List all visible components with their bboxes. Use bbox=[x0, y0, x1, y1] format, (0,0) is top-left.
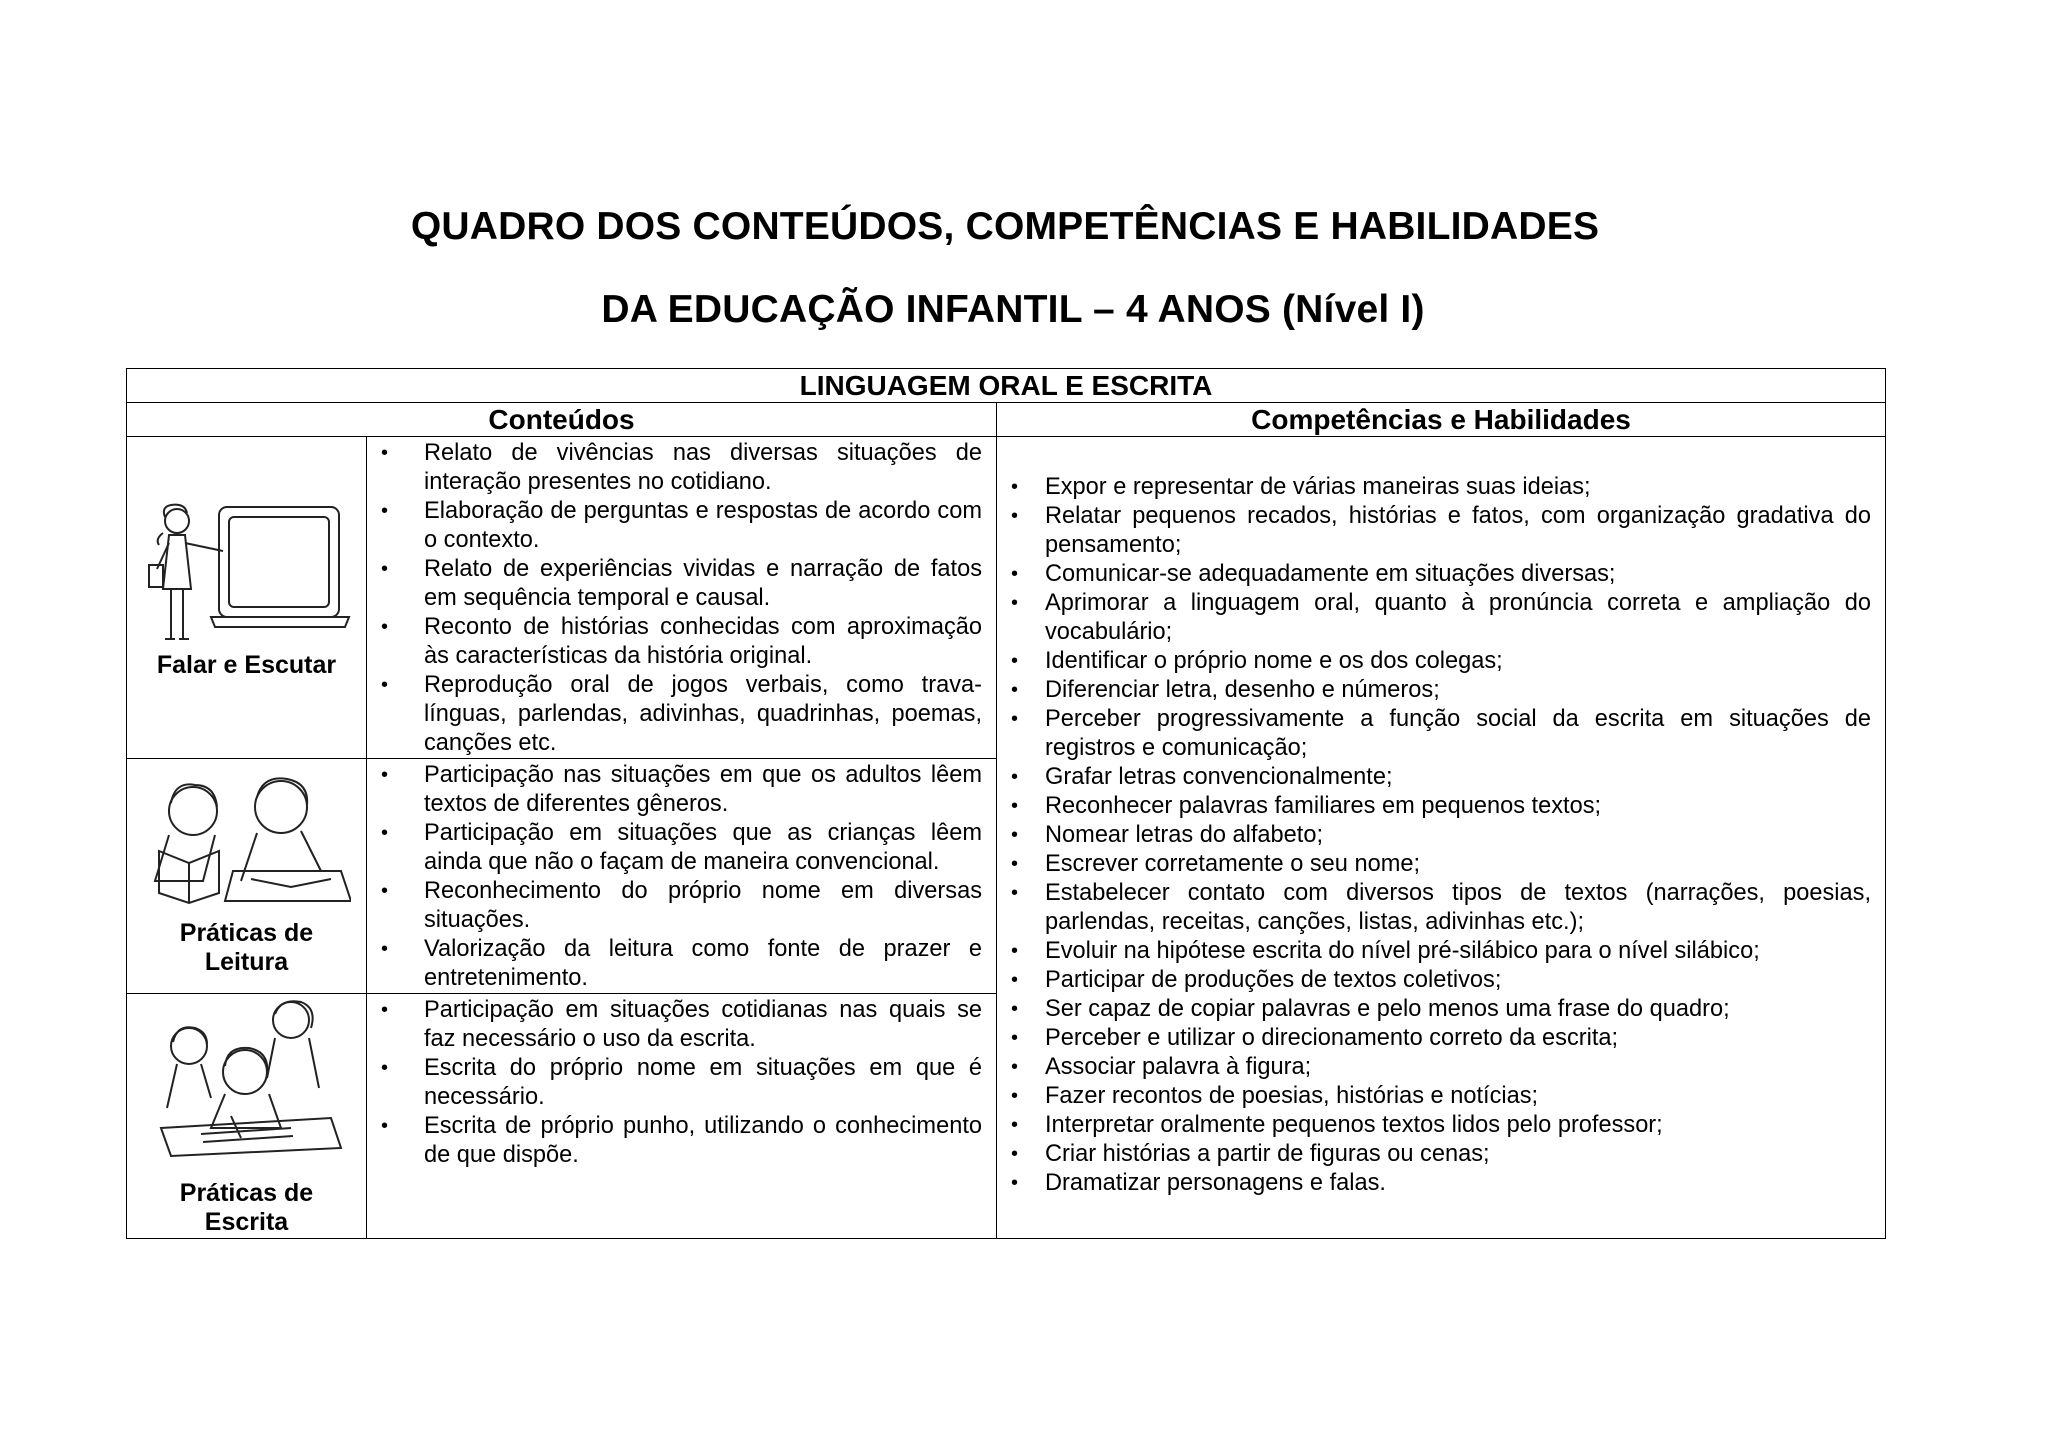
list-item: • Reconhecer palavras familiares em pequenos textos; bbox=[1045, 792, 1871, 821]
content-table bbox=[126, 368, 1886, 1239]
section-label-reading-line-1: Práticas de bbox=[179, 919, 314, 947]
list-item: • Fazer recontos de poesias, histórias e notícias; bbox=[1045, 1082, 1871, 1111]
list-item: • Relato de vivências nas diversas situações de interação presentes no cotidiano. bbox=[424, 439, 982, 497]
list-item: • Interpretar oralmente pequenos textos lidos pelo professor; bbox=[1045, 1111, 1871, 1140]
list-item: • Elaboração de perguntas e respostas de acordo com o contexto. bbox=[424, 497, 982, 555]
list-item: • Grafar letras convencionalmente; bbox=[1045, 763, 1871, 792]
list-item: • Diferenciar letra, desenho e números; bbox=[1045, 676, 1871, 705]
list-item: • Comunicar-se adequadamente em situações diversas; bbox=[1045, 560, 1871, 589]
children-reading-illustration bbox=[141, 771, 351, 921]
list-item: • Valorização da leitura como fonte de prazer e entretenimento. bbox=[424, 935, 982, 993]
list-item: • Criar histórias a partir de figuras ou cenas; bbox=[1045, 1140, 1871, 1169]
list-item: • Identificar o próprio nome e os dos colegas; bbox=[1045, 647, 1871, 676]
section-contents-speaking bbox=[367, 437, 997, 759]
list-item: • Reprodução oral de jogos verbais, como trava-línguas, parlendas, adivinhas, quadrinhas, poemas, canções etc. bbox=[424, 671, 982, 758]
contents-column-header: Conteúdos bbox=[127, 403, 997, 437]
competencies-column-header: Competências e Habilidades bbox=[997, 403, 1886, 437]
list-item: • Associar palavra à figura; bbox=[1045, 1053, 1871, 1082]
list-item: • Expor e representar de várias maneiras suas ideias; bbox=[1045, 473, 1871, 502]
list-item: • Reconhecimento do próprio nome em diversas situações. bbox=[424, 877, 982, 935]
list-item: • Relatar pequenos recados, histórias e fatos, com organização gradativa do pensamento; bbox=[1045, 502, 1871, 560]
list-item: • Escrita do próprio nome em situações em que é necessário. bbox=[424, 1054, 982, 1112]
section-contents-reading bbox=[367, 759, 997, 994]
list-item: • Evoluir na hipótese escrita do nível pré-silábico para o nível silábico; bbox=[1045, 937, 1871, 966]
list-item: • Reconto de histórias conhecidas com aproximação às características da história original. bbox=[424, 613, 982, 671]
section-label-cell-writing bbox=[127, 994, 367, 1239]
list-item: • Participar de produções de textos coletivos; bbox=[1045, 966, 1871, 995]
list-item: • Participação nas situações em que os adultos lêem textos de diferentes gêneros. bbox=[424, 761, 982, 819]
section-label-cell-speaking bbox=[127, 437, 367, 759]
section-label-cell-reading bbox=[127, 759, 367, 994]
competencies-cell bbox=[997, 437, 1886, 1239]
section-label-writing-line-2: Escrita bbox=[204, 1208, 289, 1236]
list-item: • Escrita de próprio punho, utilizando o conhecimento de que dispõe. bbox=[424, 1112, 982, 1170]
list-item: • Perceber progressivamente a função social da escrita em situações de registros e comunicação; bbox=[1045, 705, 1871, 763]
section-contents-writing bbox=[367, 994, 997, 1239]
list-item: • Participação em situações cotidianas nas quais se faz necessário o uso da escrita. bbox=[424, 996, 982, 1054]
page-title-line-1: QUADRO DOS CONTEÚDOS, COMPETÊNCIAS E HABILIDADES bbox=[410, 205, 1600, 248]
list-item: • Aprimorar a linguagem oral, quanto à pronúncia correta e ampliação do vocabulário; bbox=[1045, 589, 1871, 647]
children-writing-illustration bbox=[141, 998, 351, 1158]
section-label-speaking: Falar e Escutar bbox=[156, 651, 337, 679]
list-item: • Ser capaz de copiar palavras e pelo menos uma frase do quadro; bbox=[1045, 995, 1871, 1024]
list-item: • Perceber e utilizar o direcionamento correto da escrita; bbox=[1045, 1024, 1871, 1053]
list-item: • Participação em situações que as crianças lêem ainda que não o façam de maneira convencional. bbox=[424, 819, 982, 877]
page-title-line-2: DA EDUCAÇÃO INFANTIL – 4 ANOS (Nível I) bbox=[601, 288, 1425, 331]
section-label-reading-line-2: Leitura bbox=[204, 948, 289, 976]
child-at-chalkboard-illustration bbox=[141, 499, 351, 659]
section-label-writing-line-1: Práticas de bbox=[179, 1179, 314, 1207]
main-header: LINGUAGEM ORAL E ESCRITA bbox=[127, 369, 1886, 403]
list-item: • Nomear letras do alfabeto; bbox=[1045, 821, 1871, 850]
list-item: • Dramatizar personagens e falas. bbox=[1045, 1169, 1871, 1198]
list-item: • Relato de experiências vividas e narração de fatos em sequência temporal e causal. bbox=[424, 555, 982, 613]
list-item: • Estabelecer contato com diversos tipos de textos (narrações, poesias, parlendas, receitas, canções, listas, adivinhas etc.); bbox=[1045, 879, 1871, 937]
list-item: • Escrever corretamente o seu nome; bbox=[1045, 850, 1871, 879]
